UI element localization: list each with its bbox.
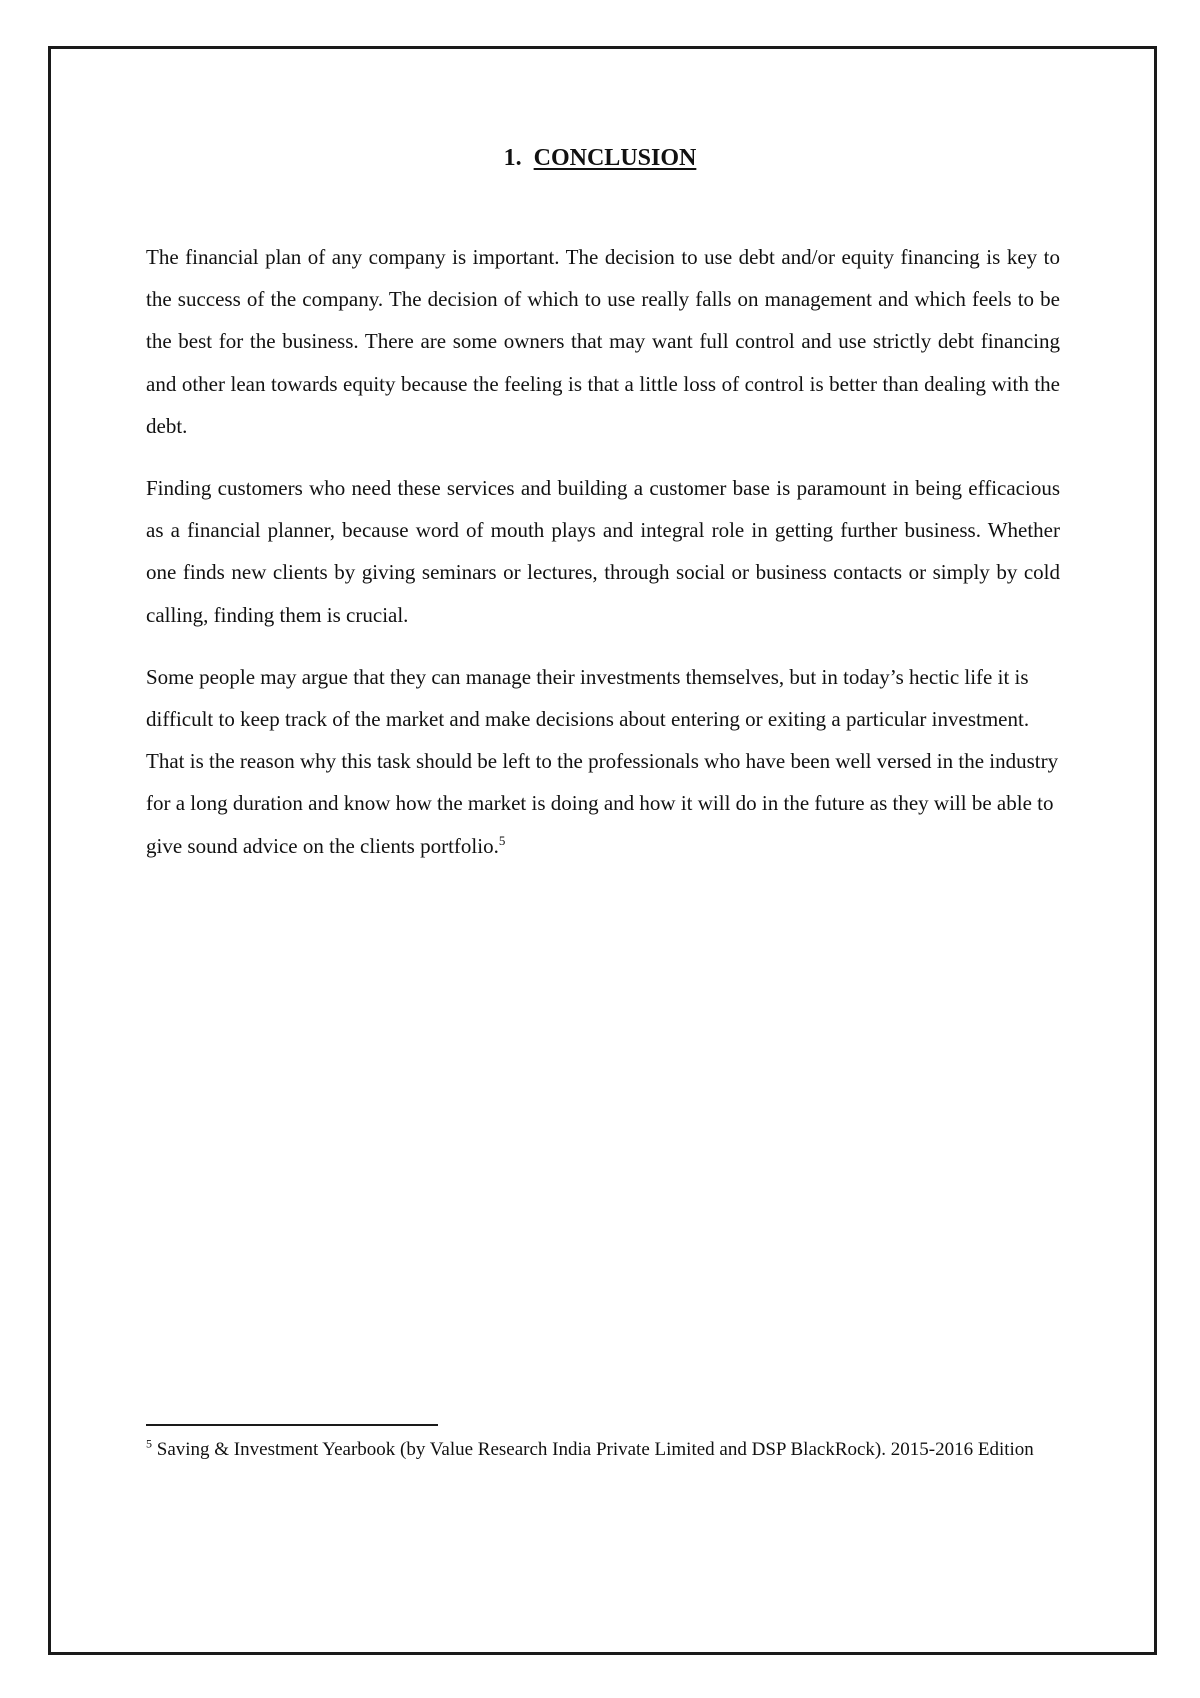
footnote-marker: 5 [146, 1436, 152, 1451]
footnote-text: Saving & Investment Yearbook (by Value Research India Private Limited and DSP BlackRock). 2015-2016 Edition [152, 1439, 1034, 1460]
heading-title: CONCLUSION [533, 145, 697, 171]
paragraph-1: The financial plan of any company is important. The decision to use debt and/or equity financing is key to the success of the company. The decision of which to use really falls on management and which feels to be the best for the business. There are some owners that may want full control and use strictly debt financing and other lean towards equity because the feeling is that a little loss of control is better than dealing with the debt. [146, 245, 1060, 438]
page-title [0, 143, 1200, 173]
heading-number: 1. [503, 145, 522, 171]
body-text [146, 236, 1060, 887]
paragraph-3-text: Some people may argue that they can manage their investments themselves, but in today’s hectic life it is difficult to keep track of the market and make decisions about entering or exiting a particular investment. That is the reason why this task should be left to the professionals who have been well versed in the industry for a long duration and know how the market is doing and how it will do in the future as they will be able to give sound advice on the clients portfolio. [146, 664, 1059, 858]
footnote-reference[interactable]: 5 [498, 832, 506, 848]
paragraph-3 [146, 656, 1060, 867]
footnote [146, 1432, 1060, 1467]
paragraph-2: Finding customers who need these services and building a customer base is paramount in being efficacious as a financial planner, because word of mouth plays and integral role in getting further business. Whether one finds new clients by giving seminars or lectures, through social or business contacts or simply by cold calling, finding them is crucial. [146, 476, 1060, 627]
footnote-divider [146, 1424, 438, 1426]
